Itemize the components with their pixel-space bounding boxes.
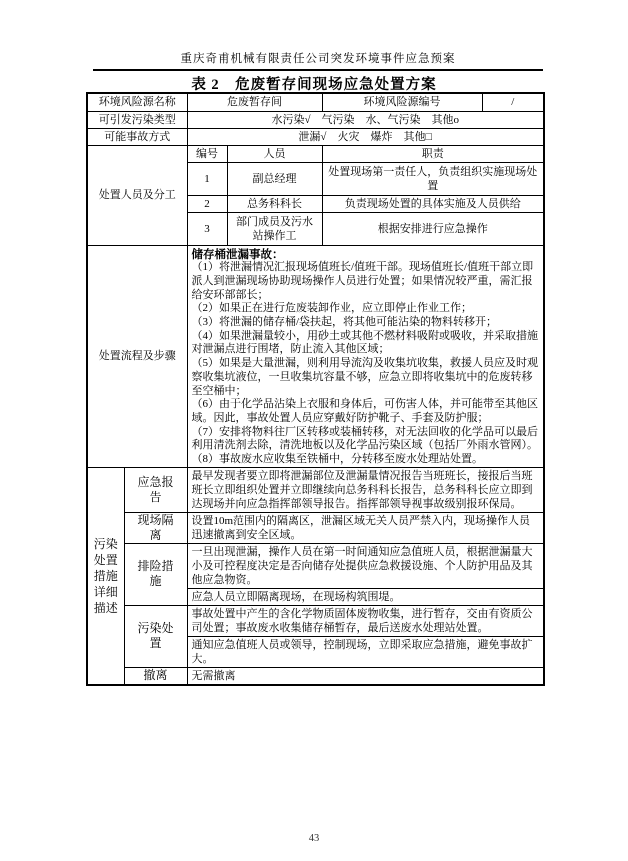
table-row [87, 145, 544, 162]
risk-source-name-value: 危废暂存间 [187, 93, 322, 111]
measures-report-label: 应急报告 [124, 467, 187, 512]
pollution-type-options: 水污染√ 气污染 水、气污染 其他o [187, 111, 544, 128]
procedure-step: （3）将泄漏的储存桶/袋扶起，将其他可能沾染的物料转移开； [191, 316, 498, 329]
procedure-step: （1）将泄漏情况汇报现场值班长/值班干部。现场值班长/值班干部立即派人到泄漏现场协助现场操作人员进行处置；如果情况较严重，需汇报给安环部部长； [191, 261, 534, 301]
personnel-duty: 处置现场第一责任人，负责组织实施现场处置 [322, 162, 544, 195]
table-row [87, 111, 544, 128]
measures-report-text: 最早发现者要立即将泄漏部位及泄漏量情况报告当班班长，接报后当班班长立即组织处置并立即继续向总务科科长报告，总务科科长应立即到达现场并向应急指挥部领导报告。指挥部领导视事故级别报环保局。 [187, 467, 544, 512]
table-row [87, 605, 544, 636]
personnel-duty: 负责现场处置的具体实施及人员供给 [322, 195, 544, 212]
personnel-section-label: 处置人员及分工 [87, 145, 187, 245]
personnel-col-duty: 职责 [322, 145, 544, 162]
measures-disposal-label: 污染处置 [124, 605, 187, 667]
risk-source-code-label: 环境风险源编号 [322, 93, 482, 111]
emergency-response-table [86, 92, 545, 686]
procedure-step: （8）事故废水应收集至铁桶中，分转移至废水处理站处置。 [191, 453, 483, 466]
table-row [87, 467, 544, 512]
personnel-person: 总务科科长 [227, 195, 322, 212]
accident-mode-options: 泄漏√ 火灾 爆炸 其他□ [187, 128, 544, 145]
measures-danger-text-1: 一旦出现泄漏，操作人员在第一时间通知应急值班人员，根据泄漏量大小及可控程度决定是否向储存处提供应急救援设施、个人防护用品及其他应急物资。 [187, 543, 544, 588]
procedure-step: （7）安排将物料往厂区转移或装桶转移，对无法回收的化学品可以最后利用清洗剂去除，清洗地板以及化学品污染区域（包括厂外雨水管网）。 [191, 425, 538, 452]
measures-isolation-label: 现场隔离 [124, 512, 187, 543]
procedure-heading: 储存桶泄漏事故： [191, 246, 284, 261]
document-header: 重庆奇甫机械有限责任公司突发环境事件应急预案 [93, 50, 543, 71]
measures-danger-label: 排险措施 [124, 543, 187, 605]
personnel-person: 副总经理 [227, 162, 322, 195]
risk-source-code-value: / [482, 93, 544, 111]
pollution-type-label: 可引发污染类型 [87, 111, 187, 128]
measures-evacuation-label: 撤离 [124, 667, 187, 685]
measures-disposal-text-1: 事故处置中产生的含化学物质固体废物收集，进行暂存，交由有资质公司处置；事故废水收集储存桶暂存，最后送废水处理站处置。 [187, 605, 544, 636]
measures-danger-text-2: 应急人员立即隔离现场，在现场构筑围堤。 [187, 588, 544, 605]
personnel-number: 3 [187, 212, 227, 245]
table-row [87, 93, 544, 111]
risk-source-name-label: 环境风险源名称 [87, 93, 187, 111]
table-row [87, 128, 544, 145]
measures-disposal-text-2: 通知应急值班人员或领导，控制现场，立即采取应急措施，避免事故扩大。 [187, 636, 544, 667]
measures-section-label: 污染处置措施详细描述 [87, 467, 124, 685]
personnel-col-number: 编号 [187, 145, 227, 162]
personnel-person: 部门成员及污水站操作工 [227, 212, 322, 245]
table-row [87, 543, 544, 588]
personnel-number: 2 [187, 195, 227, 212]
page-number: 43 [308, 833, 320, 844]
procedure-content [187, 245, 544, 467]
procedure-section-label: 处置流程及步骤 [87, 245, 187, 467]
measures-evacuation-text: 无需撤离 [187, 667, 544, 685]
personnel-number: 1 [187, 162, 227, 195]
accident-mode-label: 可能事故方式 [87, 128, 187, 145]
table-row [87, 667, 544, 685]
measures-isolation-text: 设置10m范围内的隔离区，泄漏区域无关人员严禁入内，现场操作人员迅速撤离到安全区域。 [187, 512, 544, 543]
personnel-col-person: 人员 [227, 145, 322, 162]
personnel-duty: 根据安排进行应急操作 [322, 212, 544, 245]
procedure-step: （2）如果正在进行危废装卸作业，应立即停止作业工作； [191, 302, 472, 315]
procedure-step: （6）由于化学品沾染上衣服和身体后，可伤害人体，并可能带至其他区域。因此，事故处置人员应穿戴好防护靴子、手套及防护服； [191, 398, 538, 424]
table-row [87, 245, 544, 467]
procedure-step: （4）如果泄漏量较小，用砂土或其他不燃材料吸附或吸收，并采取措施对泄漏点进行围堵，防止流入其他区域； [191, 329, 538, 356]
table-title: 表 2 危废暂存间现场应急处置方案 [191, 77, 437, 93]
table-row [87, 512, 544, 543]
procedure-step: （5）如果是大量泄漏，则利用导流沟及收集坑收集，救援人员应及时观察收集坑液位，一旦收集坑容量不够，应急立即将收集坑中的危废转移至空桶中； [191, 357, 538, 397]
